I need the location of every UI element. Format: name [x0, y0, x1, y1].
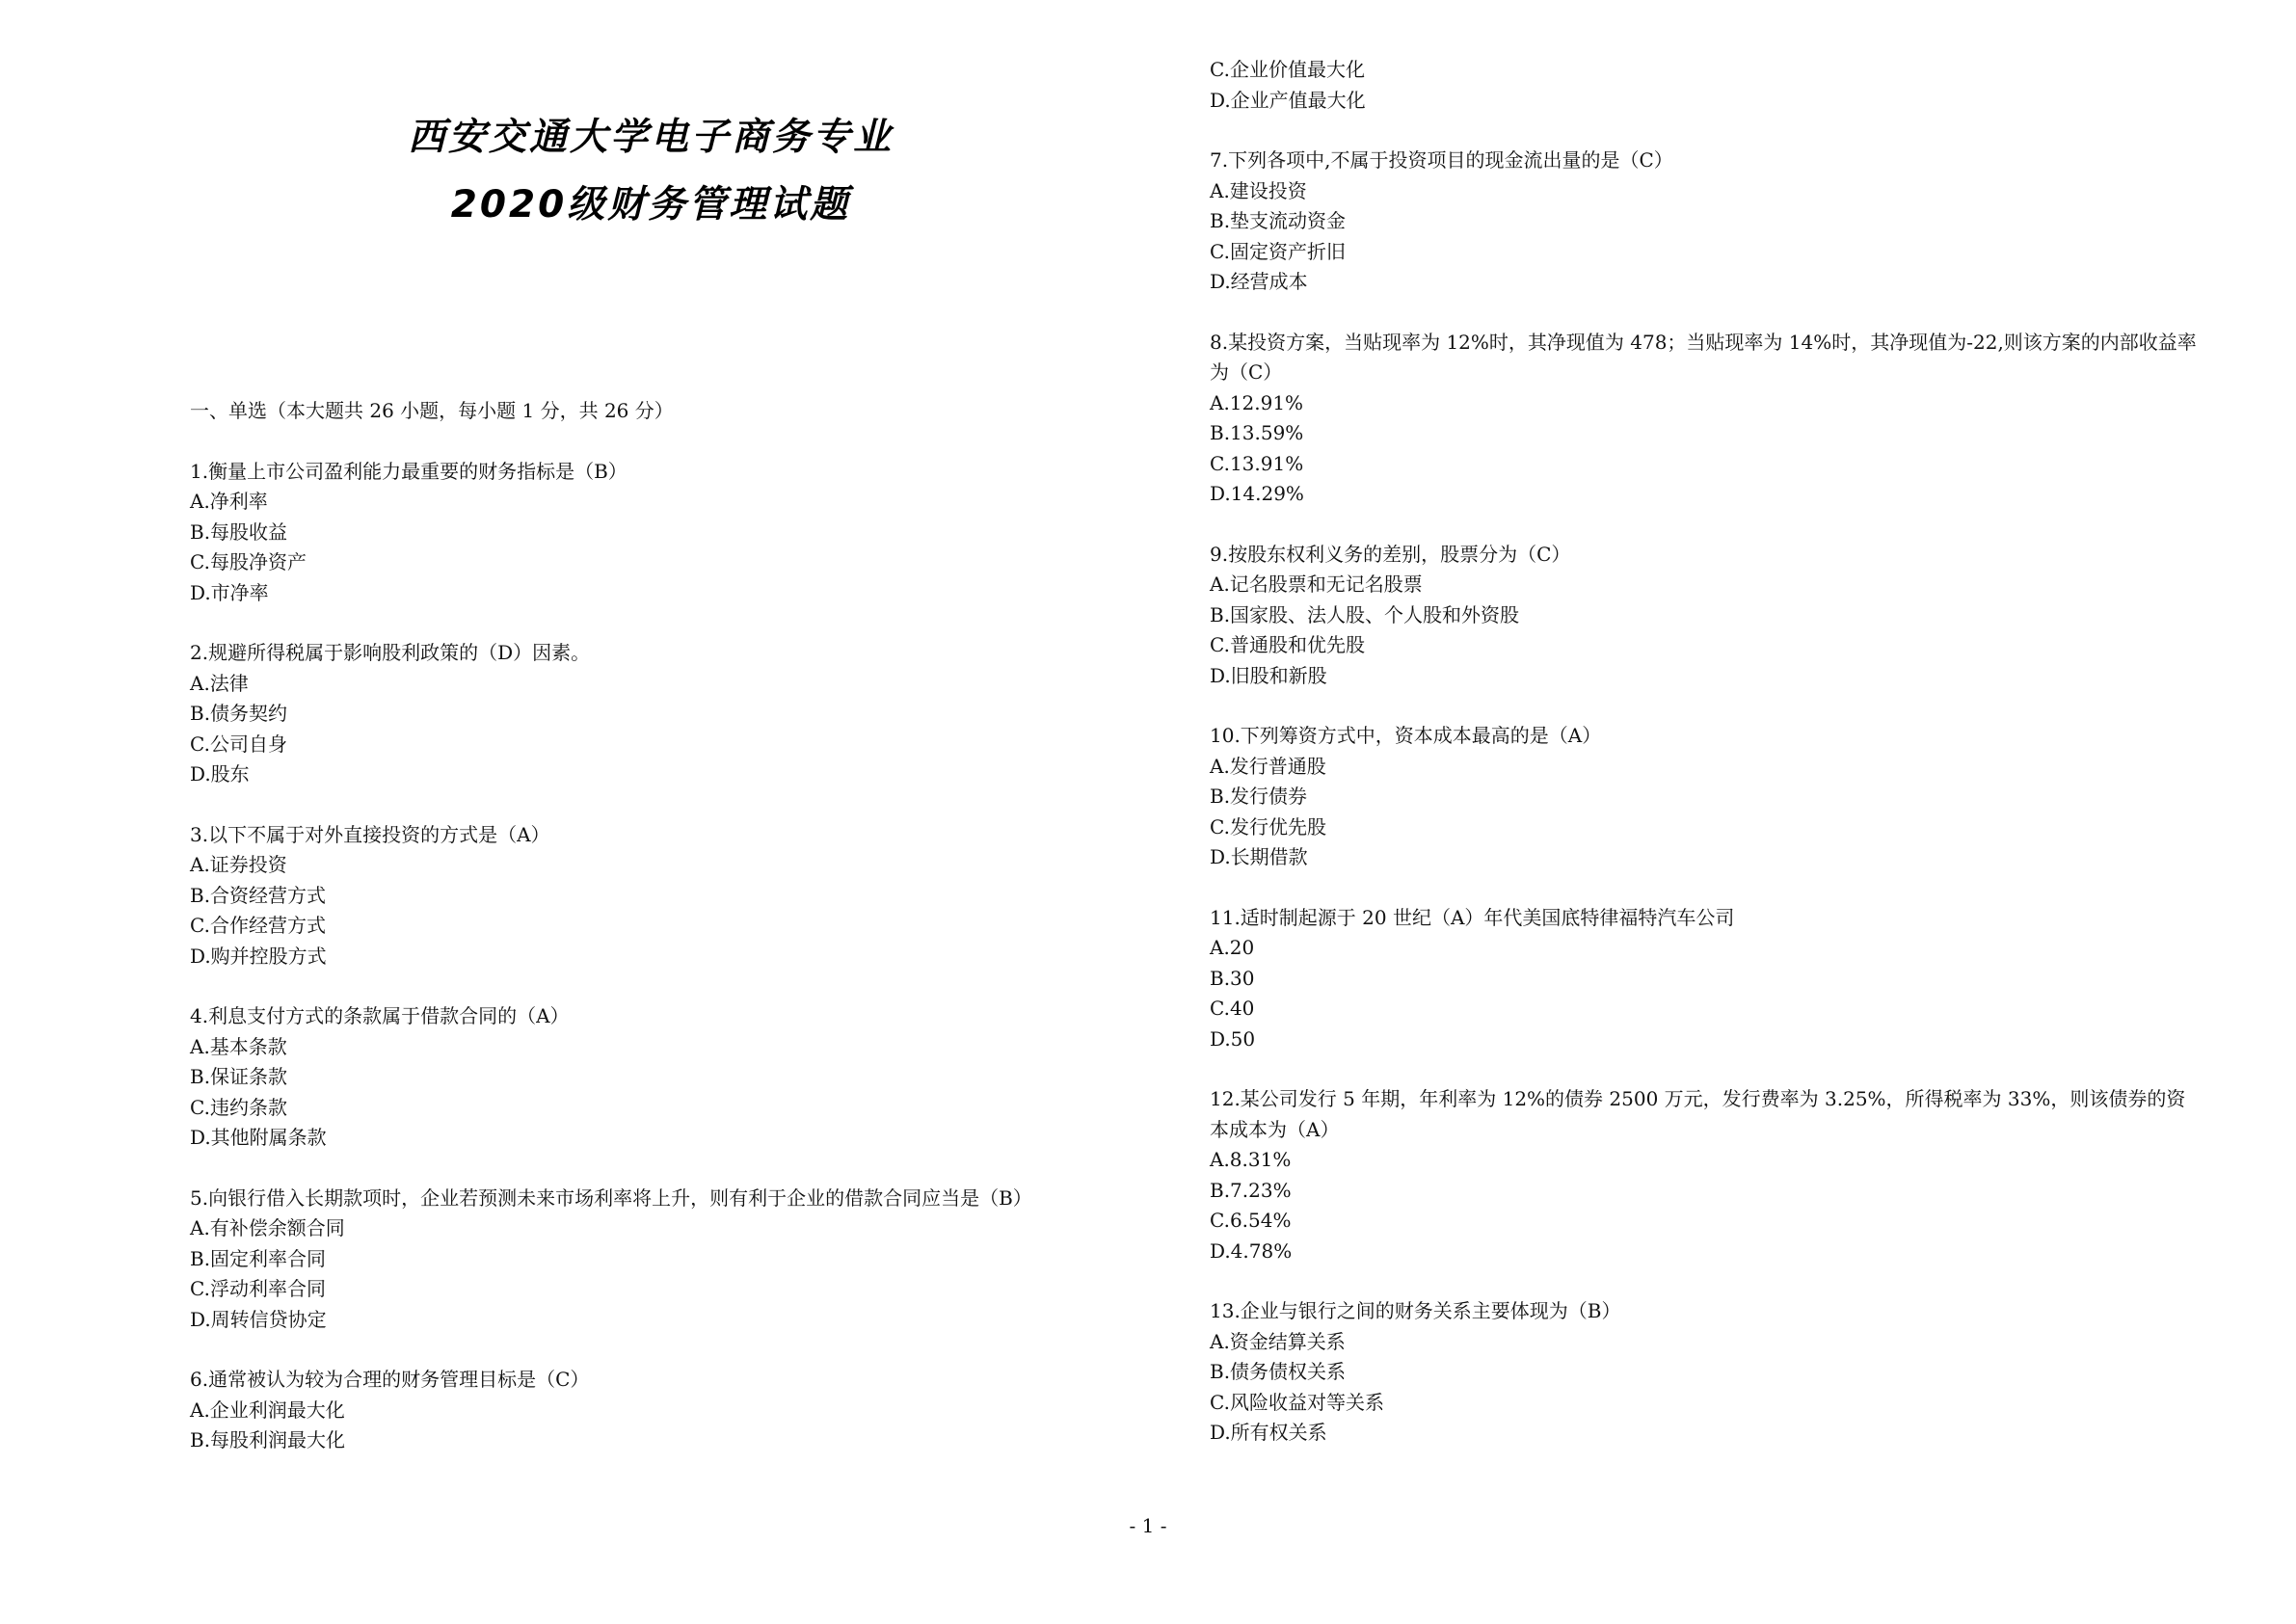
question-stem: 8.某投资方案，当贴现率为 12%时，其净现值为 478；当贴现率为 14%时，其净现值为-22,则该方案的内部收益率为（C）: [1210, 330, 2197, 384]
question-block: [1210, 1084, 2203, 1266]
question-block: [1210, 903, 2203, 1055]
answer-option: B.30: [1210, 966, 1255, 990]
answer-option: B.垫支流动资金: [1210, 209, 1347, 232]
answer-option: A.8.31%: [1210, 1148, 1292, 1171]
question-stem: 1.衡量上市公司盈利能力最重要的财务指标是（B）: [190, 459, 627, 483]
section-heading: 一、单选（本大题共 26 小题，每小题 1 分，共 26 分）: [190, 399, 674, 422]
question-stem: 9.按股东权利义务的差别，股票分为（C）: [1210, 542, 1571, 566]
question-stem: 7.下列各项中,不属于投资项目的现金流出量的是（C）: [1210, 148, 1673, 172]
answer-option: B.每股收益: [190, 519, 288, 544]
answer-option: C.违约条款: [190, 1095, 287, 1119]
question-stem: 6.通常被认为较为合理的财务管理目标是（C）: [190, 1368, 590, 1391]
question-stem: 5.向银行借入长期款项时，企业若预测未来市场利率将上升，则有利于企业的借款合同应当是（B）: [190, 1185, 1032, 1210]
answer-option: C.普通股和优先股: [1210, 633, 1365, 656]
answer-option: B.国家股、法人股、个人股和外资股: [1210, 602, 1520, 626]
answer-option: C.每股净资产: [190, 550, 307, 573]
question-stem: 4.利息支付方式的条款属于借款合同的（A）: [190, 1004, 570, 1027]
answer-option: D.其他附属条款: [190, 1126, 327, 1149]
left-question-list: [190, 457, 1115, 1456]
page-number: - 1 -: [1129, 1514, 1167, 1537]
answer-option: B.7.23%: [1210, 1178, 1292, 1202]
left-column: [190, 396, 1115, 1486]
answer-option: D.长期借款: [1210, 845, 1308, 868]
answer-option: C.6.54%: [1210, 1209, 1292, 1232]
answer-option: D.股东: [190, 762, 250, 785]
question-block: [190, 1365, 1115, 1456]
answer-option: B.每股利润最大化: [190, 1428, 346, 1451]
answer-option: C.企业价值最大化: [1210, 58, 1365, 81]
question-6-continuation: [1210, 55, 2203, 116]
answer-option: A.基本条款: [190, 1034, 287, 1058]
answer-option: A.12.91%: [1210, 390, 1304, 414]
question-block: [190, 1184, 1115, 1336]
answer-option: D.所有权关系: [1210, 1421, 1327, 1444]
answer-option: D.购并控股方式: [190, 944, 327, 968]
answer-option: B.固定利率合同: [190, 1246, 327, 1270]
answer-option: C.合作经营方式: [190, 914, 326, 937]
answer-option: A.企业利润最大化: [190, 1398, 345, 1422]
answer-option: A.资金结算关系: [1210, 1329, 1346, 1353]
answer-option: D.14.29%: [1210, 482, 1304, 505]
answer-option: B.债务债权关系: [1210, 1360, 1347, 1383]
answer-option: B.13.59%: [1210, 421, 1304, 444]
answer-option: C.公司自身: [190, 732, 287, 756]
question-stem: 11.适时制起源于 20 世纪（A）年代美国底特律福特汽车公司: [1210, 905, 1735, 929]
answer-option: A.有补偿余额合同: [190, 1216, 345, 1239]
right-column: [1210, 55, 2203, 1478]
answer-option: A.建设投资: [1210, 178, 1307, 202]
answer-option: D.50: [1210, 1026, 1256, 1051]
answer-option: D.4.78%: [1210, 1238, 1293, 1263]
answer-option: B.债务契约: [190, 702, 288, 725]
question-stem: 2.规避所得税属于影响股利政策的（D）因素。: [190, 641, 591, 664]
answer-option: A.证券投资: [190, 853, 287, 876]
answer-option: C.13.91%: [1210, 451, 1304, 475]
answer-option: D.周转信贷协定: [190, 1307, 327, 1331]
answer-option: C.风险收益对等关系: [1210, 1390, 1384, 1414]
answer-option: C.40: [1210, 997, 1255, 1020]
question-block: [1210, 328, 2203, 510]
question-block: [190, 1001, 1115, 1154]
question-block: [1210, 540, 2203, 692]
question-block: [190, 638, 1115, 790]
answer-option: D.经营成本: [1210, 270, 1308, 293]
exam-title: [193, 104, 1108, 239]
answer-option: A.记名股票和无记名股票: [1210, 572, 1423, 596]
answer-option: D.企业产值最大化: [1210, 88, 1366, 112]
question-stem: 12.某公司发行 5 年期，年利率为 12%的债券 2500 万元，发行费率为 3.25%，所得税率为 33%，则该债券的资本成本为（A）: [1210, 1087, 2186, 1141]
answer-option: A.法律: [190, 671, 249, 695]
question-block: [1210, 1296, 2203, 1449]
answer-option: C.固定资产折旧: [1210, 239, 1346, 263]
question-stem: 3.以下不属于对外直接投资的方式是（A）: [190, 822, 550, 846]
question-block: [1210, 146, 2203, 298]
question-stem: 10.下列筹资方式中，资本成本最高的是（A）: [1210, 724, 1602, 747]
question-block: [190, 820, 1115, 972]
answer-option: C.发行优先股: [1210, 814, 1326, 839]
title-line-2: 2020级财务管理试题: [450, 183, 851, 226]
question-block: [1210, 721, 2203, 873]
answer-option: B.合资经营方式: [190, 883, 327, 907]
right-question-list: [1210, 146, 2203, 1449]
answer-option: B.发行债券: [1210, 785, 1308, 808]
title-line-1: 西安交通大学电子商务专业: [407, 116, 894, 159]
answer-option: B.保证条款: [190, 1065, 288, 1088]
question-stem: 13.企业与银行之间的财务关系主要体现为（B）: [1210, 1299, 1621, 1322]
answer-option: D.市净率: [190, 580, 269, 604]
answer-option: A.净利率: [190, 490, 268, 513]
question-block: [190, 457, 1115, 609]
answer-option: A.发行普通股: [1210, 754, 1326, 778]
answer-option: D.旧股和新股: [1210, 663, 1327, 687]
answer-option: A.20: [1210, 936, 1255, 959]
answer-option: C.浮动利率合同: [190, 1277, 326, 1300]
